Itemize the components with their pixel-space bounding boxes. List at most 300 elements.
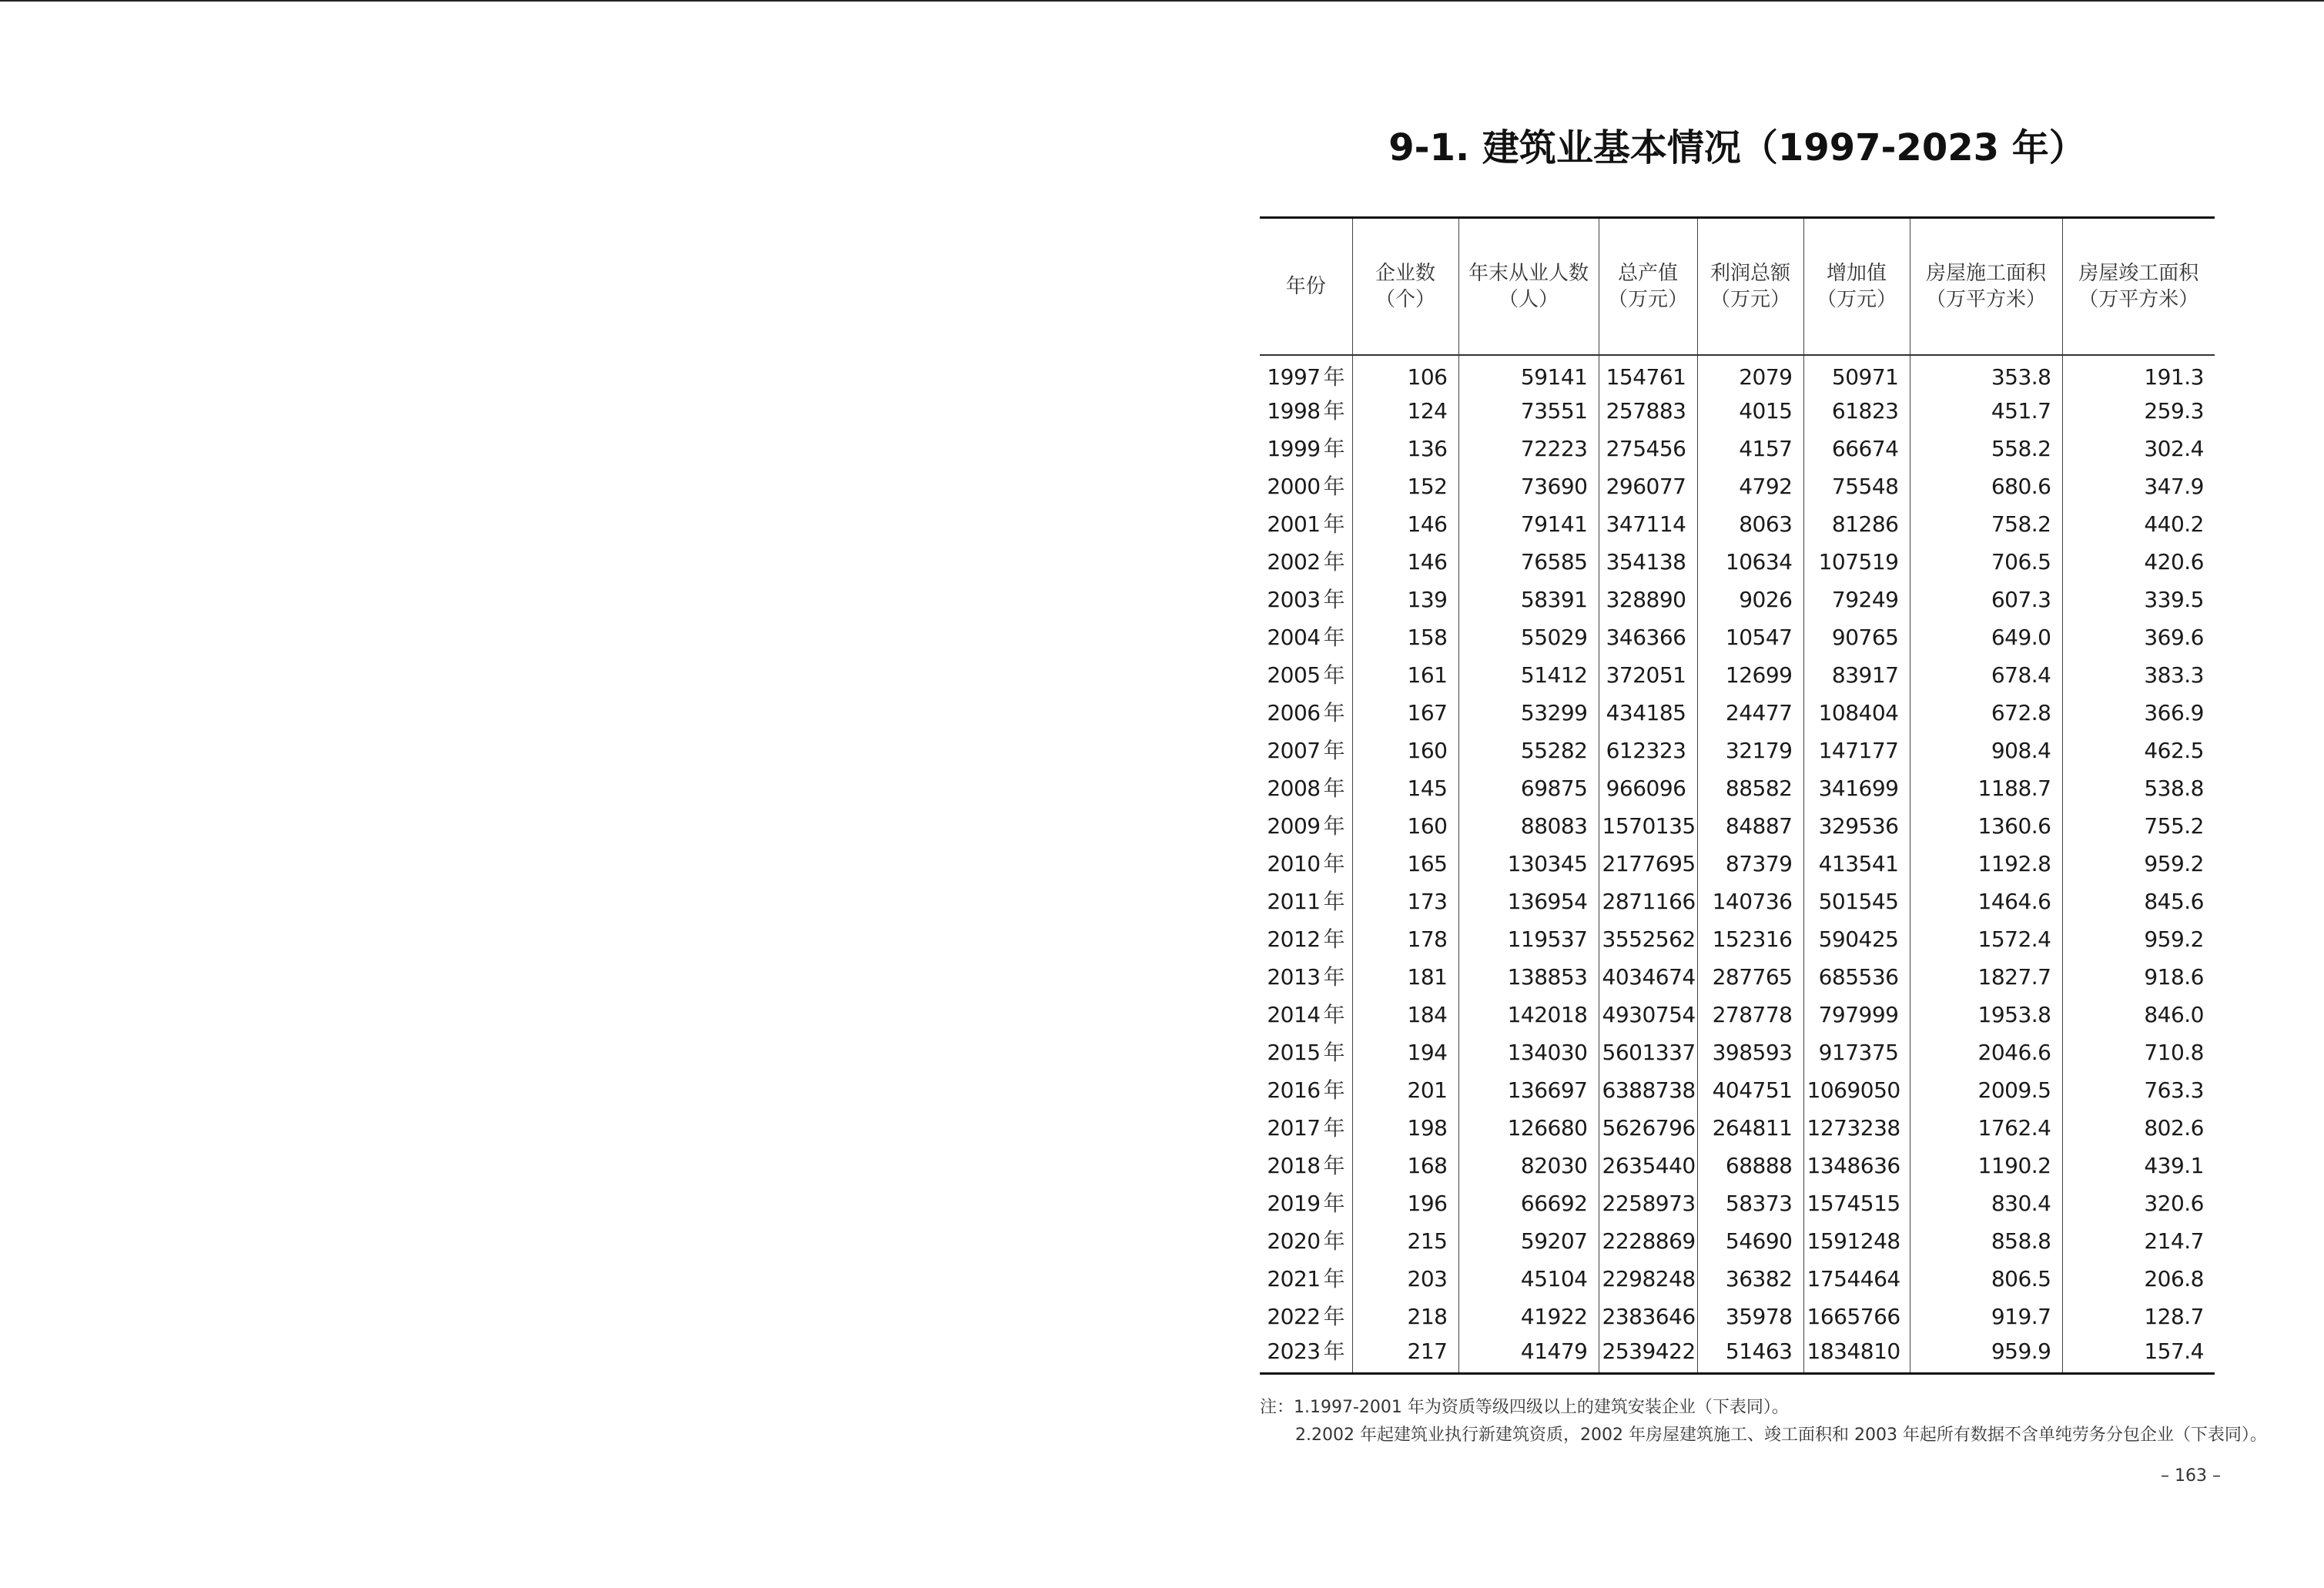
cell-output: 2298248 (1599, 1261, 1697, 1298)
cell-output: 612323 (1599, 732, 1697, 770)
cell-value-added: 685536 (1803, 959, 1910, 997)
cell-enterprises: 145 (1352, 770, 1458, 808)
year-suffix: 年 (1323, 1228, 1345, 1254)
cell-year (1260, 468, 1352, 506)
cell-construction-area: 1953.8 (1910, 997, 2062, 1034)
cell-enterprises: 215 (1352, 1223, 1458, 1261)
cell-output: 354138 (1599, 544, 1697, 581)
cell-employees: 66692 (1458, 1185, 1599, 1223)
cell-completed-area: 845.6 (2062, 883, 2215, 921)
cell-output: 2258973 (1599, 1185, 1697, 1223)
year-value: 2003 (1267, 587, 1321, 612)
year-suffix: 年 (1323, 1002, 1345, 1027)
year-suffix: 年 (1323, 436, 1345, 461)
cell-employees: 134030 (1458, 1034, 1599, 1072)
cell-enterprises: 139 (1352, 581, 1458, 619)
cell-employees: 73690 (1458, 468, 1599, 506)
cell-enterprises: 146 (1352, 544, 1458, 581)
year-suffix: 年 (1323, 511, 1345, 537)
cell-enterprises: 173 (1352, 883, 1458, 921)
year-value: 2012 (1267, 926, 1321, 952)
cell-employees: 130345 (1458, 846, 1599, 883)
note-line-2: 2.2002 年起建筑业执行新建筑资质，2002 年房屋建筑施工、竣工面积和 2003 年起所有数据不含单纯劳务分包企业（下表同）。 (1295, 1426, 2267, 1445)
cell-profit: 9026 (1697, 581, 1803, 619)
cell-year (1260, 695, 1352, 732)
cell-year (1260, 1110, 1352, 1147)
cell-profit: 12699 (1697, 657, 1803, 695)
year-value: 2016 (1267, 1077, 1321, 1103)
header-output (1599, 218, 1697, 355)
cell-value-added: 341699 (1803, 770, 1910, 808)
cell-profit: 87379 (1697, 846, 1803, 883)
cell-construction-area: 1572.4 (1910, 921, 2062, 959)
construction-statistics-table (1260, 216, 2215, 1375)
cell-profit: 68888 (1697, 1147, 1803, 1185)
year-suffix: 年 (1323, 1338, 1345, 1365)
table-row (1260, 959, 2215, 997)
cell-profit: 264811 (1697, 1110, 1803, 1147)
cell-completed-area: 320.6 (2062, 1185, 2215, 1223)
cell-construction-area: 2009.5 (1910, 1072, 2062, 1110)
year-suffix: 年 (1323, 1077, 1345, 1103)
cell-construction-area: 451.7 (1910, 393, 2062, 431)
cell-profit: 84887 (1697, 808, 1803, 846)
table-row (1260, 883, 2215, 921)
cell-construction-area: 353.8 (1910, 355, 2062, 393)
cell-year (1260, 1072, 1352, 1110)
cell-employees: 59207 (1458, 1223, 1599, 1261)
cell-value-added: 1273238 (1803, 1110, 1910, 1147)
header-label: 年份 (1285, 274, 1326, 298)
cell-output: 275456 (1599, 431, 1697, 468)
cell-profit: 278778 (1697, 997, 1803, 1034)
cell-value-added: 61823 (1803, 393, 1910, 431)
cell-construction-area: 919.7 (1910, 1298, 2062, 1336)
cell-year (1260, 1298, 1352, 1336)
cell-year (1260, 431, 1352, 468)
cell-construction-area: 858.8 (1910, 1223, 2062, 1261)
cell-enterprises: 198 (1352, 1110, 1458, 1147)
cell-construction-area: 558.2 (1910, 431, 2062, 468)
cell-value-added: 50971 (1803, 355, 1910, 393)
cell-profit: 140736 (1697, 883, 1803, 921)
year-value: 2001 (1267, 511, 1321, 537)
cell-output: 4930754 (1599, 997, 1697, 1034)
cell-completed-area: 918.6 (2062, 959, 2215, 997)
cell-output: 2539422 (1599, 1336, 1697, 1374)
cell-profit: 24477 (1697, 695, 1803, 732)
year-suffix: 年 (1323, 1040, 1345, 1065)
year-value: 2006 (1267, 700, 1321, 725)
cell-construction-area: 1188.7 (1910, 770, 2062, 808)
cell-completed-area: 420.6 (2062, 544, 2215, 581)
cell-completed-area: 366.9 (2062, 695, 2215, 732)
cell-year (1260, 883, 1352, 921)
table-row (1260, 808, 2215, 846)
table-row (1260, 393, 2215, 431)
cell-profit: 10547 (1697, 619, 1803, 657)
cell-year (1260, 770, 1352, 808)
cell-construction-area: 1827.7 (1910, 959, 2062, 997)
year-value: 2013 (1267, 964, 1321, 990)
cell-value-added: 1348636 (1803, 1147, 1910, 1185)
cell-profit: 4792 (1697, 468, 1803, 506)
cell-profit: 35978 (1697, 1298, 1803, 1336)
year-value: 2017 (1267, 1115, 1321, 1141)
cell-profit: 8063 (1697, 506, 1803, 544)
cell-employees: 55282 (1458, 732, 1599, 770)
cell-year (1260, 1147, 1352, 1185)
year-suffix: 年 (1323, 964, 1345, 990)
cell-profit: 36382 (1697, 1261, 1803, 1298)
cell-profit: 398593 (1697, 1034, 1803, 1072)
cell-year (1260, 732, 1352, 770)
cell-completed-area: 339.5 (2062, 581, 2215, 619)
year-value: 2008 (1267, 776, 1321, 801)
header-enterprises (1352, 218, 1458, 355)
cell-profit: 404751 (1697, 1072, 1803, 1110)
cell-year (1260, 581, 1352, 619)
cell-enterprises: 181 (1352, 959, 1458, 997)
cell-completed-area: 383.3 (2062, 657, 2215, 695)
cell-employees: 59141 (1458, 355, 1599, 393)
cell-employees: 41922 (1458, 1298, 1599, 1336)
cell-completed-area: 846.0 (2062, 997, 2215, 1034)
header-profit (1697, 218, 1803, 355)
cell-construction-area: 678.4 (1910, 657, 2062, 695)
cell-value-added: 75548 (1803, 468, 1910, 506)
statistics-table-container (1260, 216, 2215, 1375)
cell-year (1260, 1223, 1352, 1261)
cell-value-added: 147177 (1803, 732, 1910, 770)
cell-year (1260, 959, 1352, 997)
cell-year (1260, 808, 1352, 846)
cell-construction-area: 1190.2 (1910, 1147, 2062, 1185)
cell-employees: 73551 (1458, 393, 1599, 431)
cell-construction-area: 959.9 (1910, 1336, 2062, 1374)
cell-completed-area: 710.8 (2062, 1034, 2215, 1072)
cell-output: 434185 (1599, 695, 1697, 732)
cell-completed-area: 439.1 (2062, 1147, 2215, 1185)
cell-completed-area: 157.4 (2062, 1336, 2215, 1374)
year-suffix: 年 (1323, 813, 1345, 839)
year-suffix: 年 (1323, 926, 1345, 952)
table-row (1260, 657, 2215, 695)
cell-employees: 136697 (1458, 1072, 1599, 1110)
cell-construction-area: 758.2 (1910, 506, 2062, 544)
page-number: – 163 – (2161, 1466, 2221, 1486)
header-label: 增加值 (1826, 261, 1887, 285)
table-row (1260, 1147, 2215, 1185)
cell-enterprises: 178 (1352, 921, 1458, 959)
cell-completed-area: 302.4 (2062, 431, 2215, 468)
cell-output: 2635440 (1599, 1147, 1697, 1185)
cell-construction-area: 1762.4 (1910, 1110, 2062, 1147)
cell-output: 328890 (1599, 581, 1697, 619)
header-unit: （人） (1498, 287, 1559, 311)
cell-completed-area: 128.7 (2062, 1298, 2215, 1336)
table-row (1260, 1110, 2215, 1147)
year-value: 2002 (1267, 549, 1321, 575)
cell-output: 347114 (1599, 506, 1697, 544)
cell-enterprises: 124 (1352, 393, 1458, 431)
year-value: 2023 (1267, 1338, 1321, 1365)
cell-enterprises: 152 (1352, 468, 1458, 506)
year-value: 2019 (1267, 1191, 1321, 1216)
cell-enterprises: 165 (1352, 846, 1458, 883)
cell-construction-area: 1464.6 (1910, 883, 2062, 921)
cell-value-added: 413541 (1803, 846, 1910, 883)
header-value-added (1803, 218, 1910, 355)
cell-construction-area: 680.6 (1910, 468, 2062, 506)
year-value: 1997 (1267, 363, 1321, 390)
cell-enterprises: 106 (1352, 355, 1458, 393)
cell-enterprises: 160 (1352, 808, 1458, 846)
header-label: 企业数 (1375, 261, 1435, 285)
cell-employees: 72223 (1458, 431, 1599, 468)
cell-completed-area: 347.9 (2062, 468, 2215, 506)
cell-construction-area: 830.4 (1910, 1185, 2062, 1223)
header-label: 房屋施工面积 (1925, 261, 2046, 285)
year-value: 2005 (1267, 662, 1321, 688)
header-label: 总产值 (1617, 261, 1678, 285)
cell-enterprises: 203 (1352, 1261, 1458, 1298)
year-suffix: 年 (1323, 549, 1345, 575)
cell-employees: 82030 (1458, 1147, 1599, 1185)
table-row (1260, 1072, 2215, 1110)
cell-employees: 69875 (1458, 770, 1599, 808)
top-border-rule (0, 0, 2324, 2)
year-value: 2004 (1267, 625, 1321, 650)
cell-output: 6388738 (1599, 1072, 1697, 1110)
cell-value-added: 501545 (1803, 883, 1910, 921)
cell-value-added: 107519 (1803, 544, 1910, 581)
year-suffix: 年 (1323, 889, 1345, 914)
note-line-1: 注：1.1997-2001 年为资质等级四级以上的建筑安装企业（下表同）。 (1260, 1398, 1789, 1417)
cell-value-added: 81286 (1803, 506, 1910, 544)
header-completed-area (2062, 218, 2215, 355)
cell-construction-area: 672.8 (1910, 695, 2062, 732)
year-value: 2021 (1267, 1266, 1321, 1292)
year-suffix: 年 (1323, 587, 1345, 612)
cell-year (1260, 997, 1352, 1034)
cell-output: 2871166 (1599, 883, 1697, 921)
cell-output: 966096 (1599, 770, 1697, 808)
header-unit: （个） (1375, 287, 1435, 311)
cell-enterprises: 217 (1352, 1336, 1458, 1374)
cell-enterprises: 158 (1352, 619, 1458, 657)
year-value: 2020 (1267, 1228, 1321, 1254)
year-value: 2007 (1267, 738, 1321, 763)
table-row (1260, 1336, 2215, 1374)
cell-profit: 10634 (1697, 544, 1803, 581)
table-row (1260, 770, 2215, 808)
year-value: 2015 (1267, 1040, 1321, 1065)
year-value: 2011 (1267, 889, 1321, 914)
year-value: 2010 (1267, 851, 1321, 876)
year-value: 2000 (1267, 474, 1321, 499)
cell-value-added: 797999 (1803, 997, 1910, 1034)
header-unit: （万元） (1607, 287, 1688, 311)
year-suffix: 年 (1323, 700, 1345, 725)
cell-employees: 58391 (1458, 581, 1599, 619)
cell-enterprises: 196 (1352, 1185, 1458, 1223)
header-unit: （万平方米） (1925, 287, 2046, 311)
cell-employees: 142018 (1458, 997, 1599, 1034)
cell-output: 3552562 (1599, 921, 1697, 959)
year-value: 2022 (1267, 1304, 1321, 1329)
cell-output: 154761 (1599, 355, 1697, 393)
table-row (1260, 921, 2215, 959)
cell-employees: 79141 (1458, 506, 1599, 544)
cell-value-added: 83917 (1803, 657, 1910, 695)
year-suffix: 年 (1323, 398, 1345, 424)
page-title: 9-1. 建筑业基本情况（1997-2023 年） (1388, 126, 2086, 169)
cell-construction-area: 806.5 (1910, 1261, 2062, 1298)
cell-completed-area: 763.3 (2062, 1072, 2215, 1110)
table-header-row (1260, 218, 2215, 355)
year-value: 2014 (1267, 1002, 1321, 1027)
cell-completed-area: 959.2 (2062, 921, 2215, 959)
cell-output: 2383646 (1599, 1298, 1697, 1336)
year-suffix: 年 (1323, 1304, 1345, 1329)
table-row (1260, 581, 2215, 619)
table-row (1260, 1261, 2215, 1298)
cell-value-added: 79249 (1803, 581, 1910, 619)
header-label: 房屋竣工面积 (2078, 261, 2199, 285)
cell-year (1260, 1336, 1352, 1374)
year-suffix: 年 (1323, 662, 1345, 688)
cell-year (1260, 506, 1352, 544)
table-row (1260, 619, 2215, 657)
cell-value-added: 1591248 (1803, 1223, 1910, 1261)
table-notes (1260, 1394, 2267, 1449)
year-value: 2018 (1267, 1153, 1321, 1178)
header-unit: （万平方米） (2078, 287, 2199, 311)
cell-enterprises: 218 (1352, 1298, 1458, 1336)
cell-output: 2177695 (1599, 846, 1697, 883)
cell-construction-area: 1360.6 (1910, 808, 2062, 846)
year-value: 1998 (1267, 398, 1321, 424)
cell-construction-area: 2046.6 (1910, 1034, 2062, 1072)
year-value: 2009 (1267, 813, 1321, 839)
cell-year (1260, 921, 1352, 959)
header-unit: （万元） (1816, 287, 1897, 311)
cell-completed-area: 369.6 (2062, 619, 2215, 657)
cell-value-added: 108404 (1803, 695, 1910, 732)
cell-employees: 53299 (1458, 695, 1599, 732)
table-body (1260, 355, 2215, 1374)
table-row (1260, 506, 2215, 544)
cell-profit: 4157 (1697, 431, 1803, 468)
cell-output: 5601337 (1599, 1034, 1697, 1072)
cell-completed-area: 206.8 (2062, 1261, 2215, 1298)
cell-output: 2228869 (1599, 1223, 1697, 1261)
cell-value-added: 1069050 (1803, 1072, 1910, 1110)
cell-employees: 55029 (1458, 619, 1599, 657)
table-row (1260, 431, 2215, 468)
cell-enterprises: 194 (1352, 1034, 1458, 1072)
cell-completed-area: 959.2 (2062, 846, 2215, 883)
header-construction-area (1910, 218, 2062, 355)
header-employees (1458, 218, 1599, 355)
table-row (1260, 355, 2215, 393)
cell-value-added: 1665766 (1803, 1298, 1910, 1336)
cell-year (1260, 846, 1352, 883)
cell-employees: 45104 (1458, 1261, 1599, 1298)
cell-value-added: 90765 (1803, 619, 1910, 657)
year-suffix: 年 (1323, 1266, 1345, 1292)
cell-year (1260, 619, 1352, 657)
cell-output: 296077 (1599, 468, 1697, 506)
cell-employees: 126680 (1458, 1110, 1599, 1147)
cell-completed-area: 214.7 (2062, 1223, 2215, 1261)
cell-completed-area: 462.5 (2062, 732, 2215, 770)
cell-construction-area: 607.3 (1910, 581, 2062, 619)
cell-construction-area: 649.0 (1910, 619, 2062, 657)
cell-employees: 51412 (1458, 657, 1599, 695)
cell-profit: 88582 (1697, 770, 1803, 808)
cell-value-added: 590425 (1803, 921, 1910, 959)
cell-output: 5626796 (1599, 1110, 1697, 1147)
year-suffix: 年 (1323, 1191, 1345, 1216)
table-row (1260, 732, 2215, 770)
cell-enterprises: 167 (1352, 695, 1458, 732)
cell-output: 1570135 (1599, 808, 1697, 846)
cell-profit: 32179 (1697, 732, 1803, 770)
cell-completed-area: 755.2 (2062, 808, 2215, 846)
cell-year (1260, 1261, 1352, 1298)
year-suffix: 年 (1323, 363, 1345, 390)
cell-output: 372051 (1599, 657, 1697, 695)
cell-value-added: 66674 (1803, 431, 1910, 468)
table-row (1260, 544, 2215, 581)
cell-completed-area: 802.6 (2062, 1110, 2215, 1147)
year-suffix: 年 (1323, 1153, 1345, 1178)
cell-completed-area: 259.3 (2062, 393, 2215, 431)
cell-construction-area: 908.4 (1910, 732, 2062, 770)
cell-year (1260, 1185, 1352, 1223)
cell-employees: 136954 (1458, 883, 1599, 921)
table-row (1260, 1298, 2215, 1336)
header-label: 利润总额 (1710, 261, 1790, 285)
year-suffix: 年 (1323, 474, 1345, 499)
table-row (1260, 1185, 2215, 1223)
cell-profit: 2079 (1697, 355, 1803, 393)
cell-completed-area: 538.8 (2062, 770, 2215, 808)
cell-enterprises: 201 (1352, 1072, 1458, 1110)
cell-output: 4034674 (1599, 959, 1697, 997)
cell-year (1260, 657, 1352, 695)
cell-enterprises: 160 (1352, 732, 1458, 770)
cell-completed-area: 440.2 (2062, 506, 2215, 544)
cell-profit: 287765 (1697, 959, 1803, 997)
cell-year (1260, 544, 1352, 581)
cell-year (1260, 355, 1352, 393)
cell-enterprises: 136 (1352, 431, 1458, 468)
cell-value-added: 917375 (1803, 1034, 1910, 1072)
cell-year (1260, 1034, 1352, 1072)
year-suffix: 年 (1323, 851, 1345, 876)
cell-profit: 51463 (1697, 1336, 1803, 1374)
table-row (1260, 997, 2215, 1034)
year-suffix: 年 (1323, 738, 1345, 763)
cell-employees: 76585 (1458, 544, 1599, 581)
cell-employees: 119537 (1458, 921, 1599, 959)
cell-completed-area: 191.3 (2062, 355, 2215, 393)
year-suffix: 年 (1323, 1115, 1345, 1141)
cell-construction-area: 1192.8 (1910, 846, 2062, 883)
